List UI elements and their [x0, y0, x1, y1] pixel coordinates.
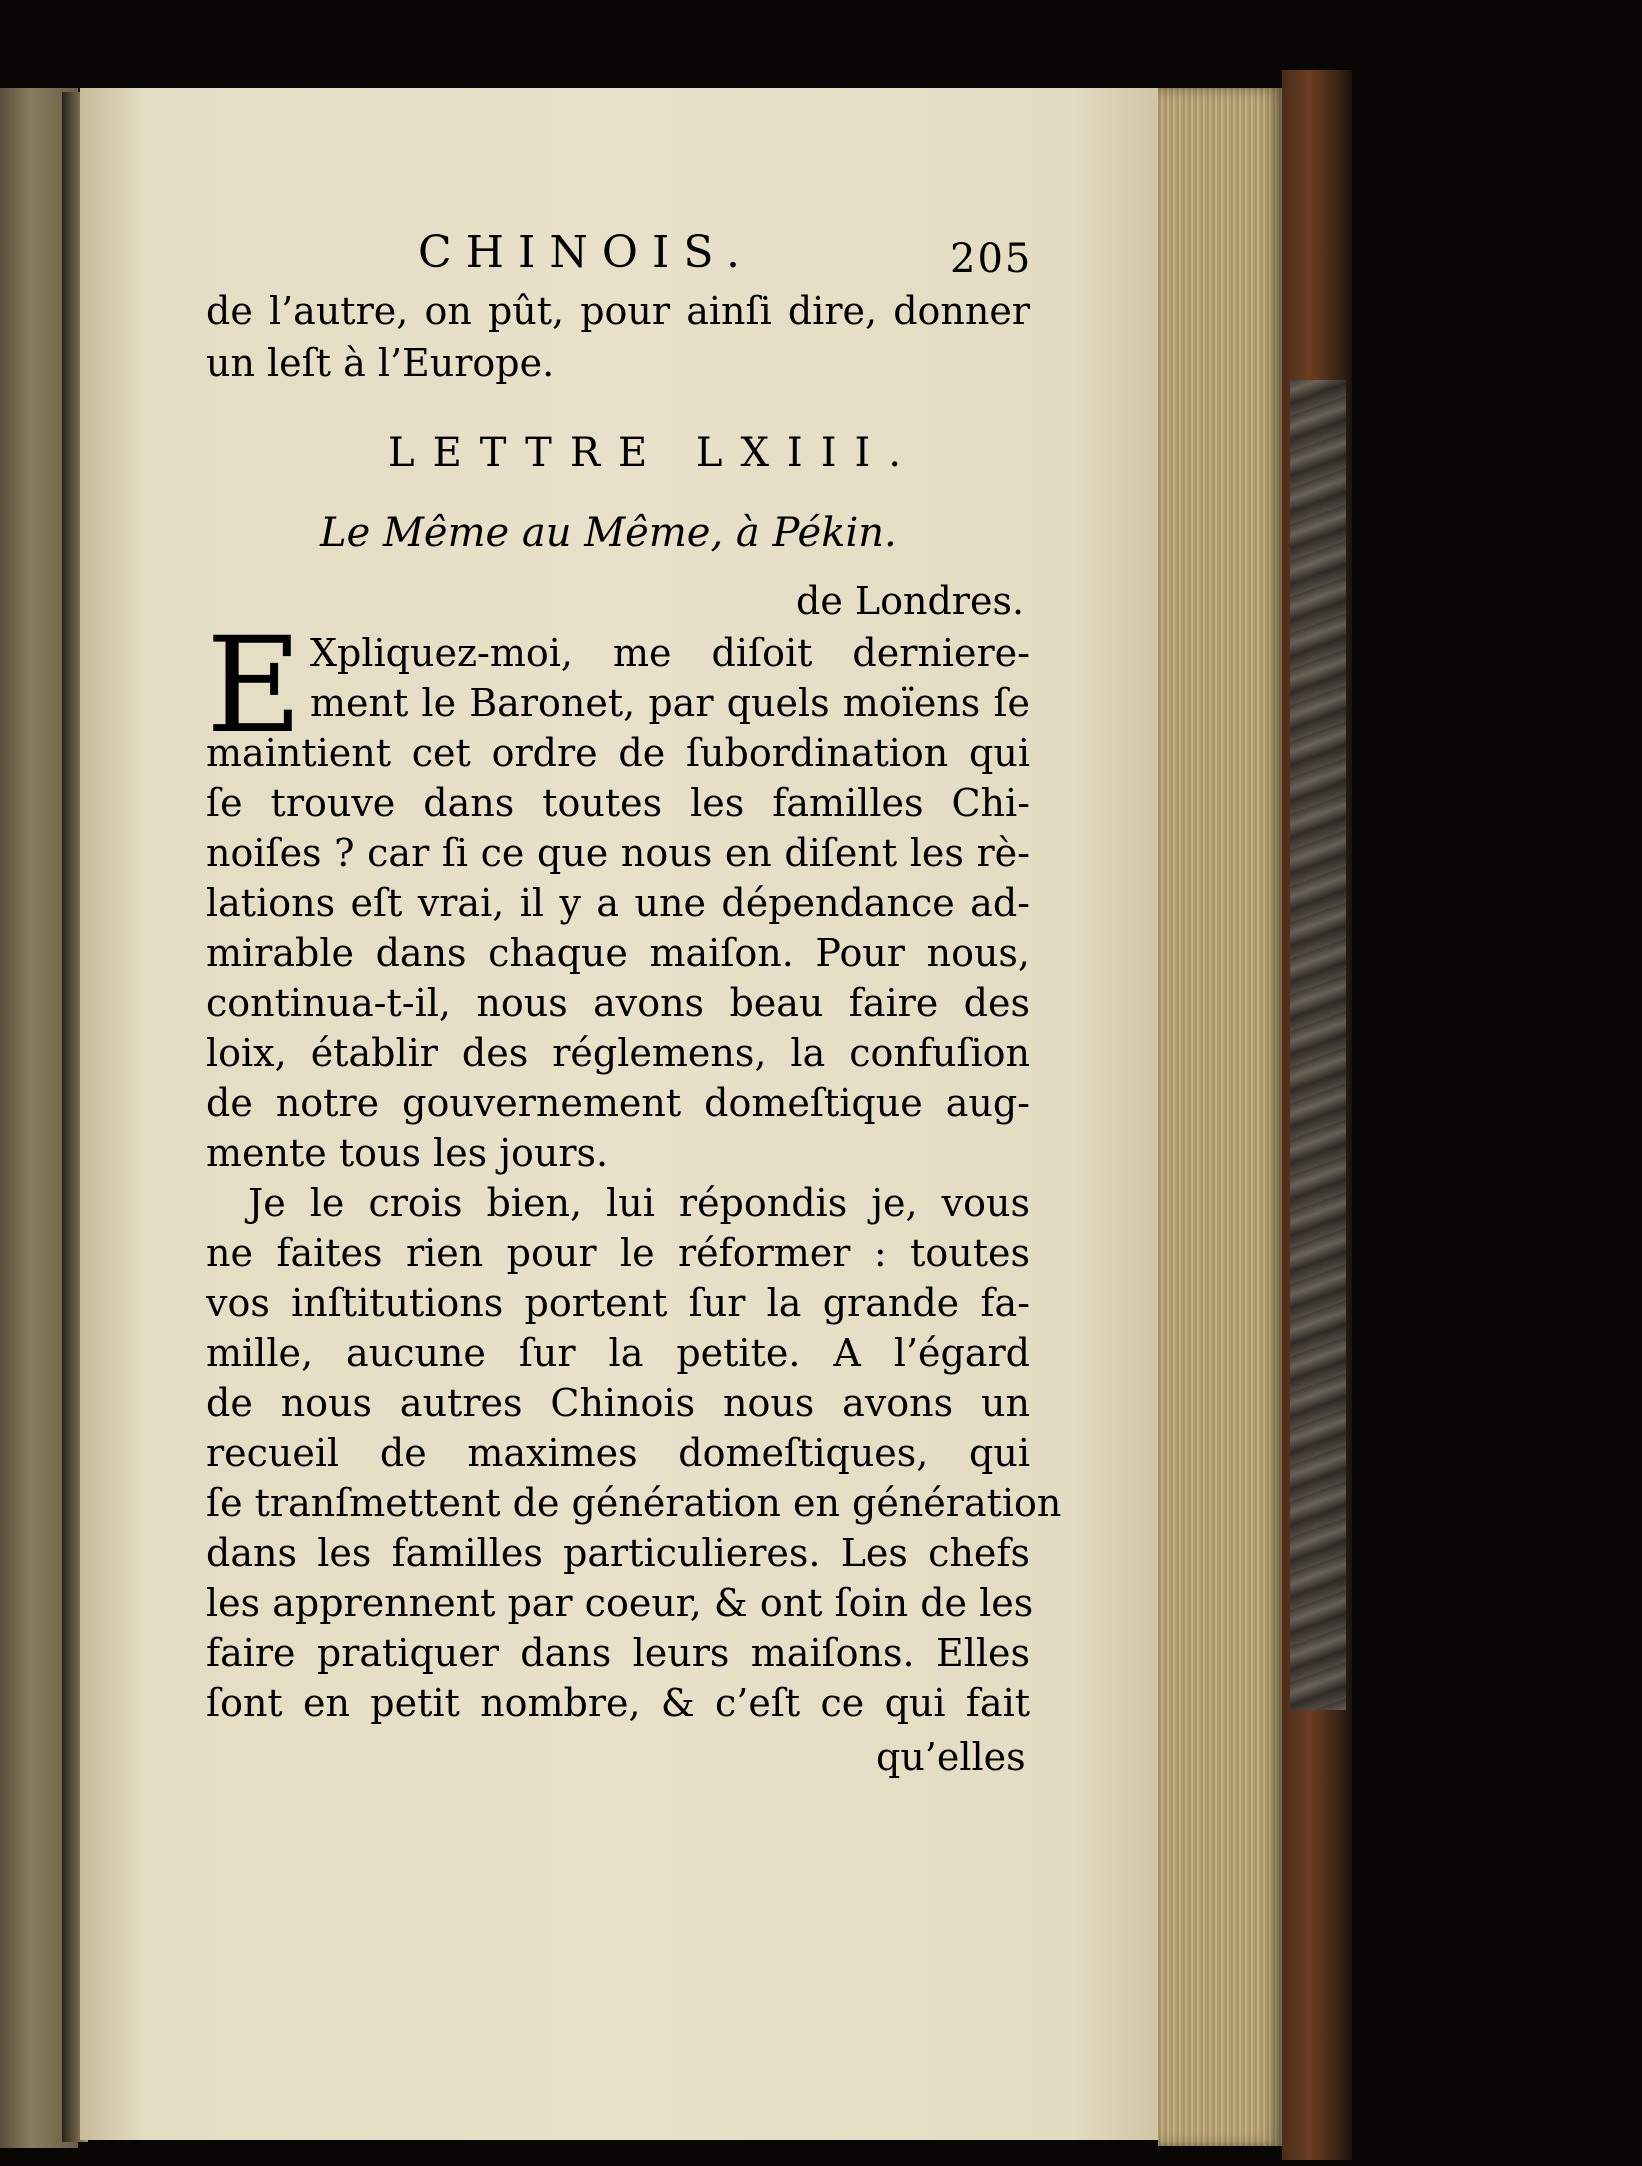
text-line: recueil de maximes domeſtiques, qui — [206, 1431, 1030, 1475]
text-line: ſe trouve dans toutes les familles Chi- — [206, 781, 1030, 825]
text-line: mente tous les jours. — [206, 1131, 609, 1175]
text-line: faire pratiquer dans leurs maiſons. Elles — [206, 1631, 1030, 1675]
running-title: CHINOIS. — [418, 227, 754, 278]
text-line: de l’autre, on pût, pour ainſi dire, donner — [206, 289, 1030, 333]
text-line: mirable dans chaque maiſon. Pour nous, — [206, 931, 1030, 975]
text-line: maintient cet ordre de ſubordination qui — [206, 731, 1030, 775]
text-line: ſont en petit nombre, & c’eſt ce qui fait — [206, 1681, 1030, 1725]
text-line: noiſes ? car ſi ce que nous en diſent les rè- — [206, 831, 1030, 875]
text-line: de notre gouvernement domeſtique aug- — [206, 1081, 1030, 1125]
text-line: loix, établir des réglemens, la confuſion — [206, 1031, 1030, 1075]
text-line: ſe tranſmettent de génération en génération — [206, 1481, 1062, 1525]
text-line: Xpliquez-moi, me diſoit derniere- — [310, 631, 1030, 675]
marbled-endpaper — [1290, 380, 1346, 1710]
text-line: vos inſtitutions portent ſur la grande fa- — [206, 1281, 1030, 1325]
letter-heading: LETTRE LXIII. — [388, 430, 920, 476]
text-line: mille, aucune ſur la petite. A l’égard — [206, 1331, 1030, 1375]
letter-subtitle: Le Même au Même, à Pékin. — [320, 510, 897, 556]
page-block-edges — [1158, 88, 1282, 2146]
catchword: qu’elles — [876, 1735, 1026, 1779]
letter-place: de Londres. — [796, 579, 1025, 623]
text-line: un leſt à l’Europe. — [206, 341, 555, 385]
page-number: 205 — [950, 236, 1033, 282]
text-line: ment le Baronet, par quels moïens ſe — [310, 681, 1030, 725]
text-line: continua-t-il, nous avons beau faire des — [206, 981, 1030, 1025]
text-line: ne faites rien pour le réformer : toutes — [206, 1231, 1030, 1275]
text-line: lations eſt vrai, il y a une dépendance ad- — [206, 881, 1030, 925]
drop-cap: E — [206, 609, 303, 763]
text-line: les apprennent par coeur, & ont ſoin de les — [206, 1581, 1034, 1625]
text-line: Je le crois bien, lui répondis je, vous — [248, 1181, 1030, 1225]
text-line: de nous autres Chinois nous avons un — [206, 1381, 1030, 1425]
text-line: dans les familles particulieres. Les chefs — [206, 1531, 1030, 1575]
